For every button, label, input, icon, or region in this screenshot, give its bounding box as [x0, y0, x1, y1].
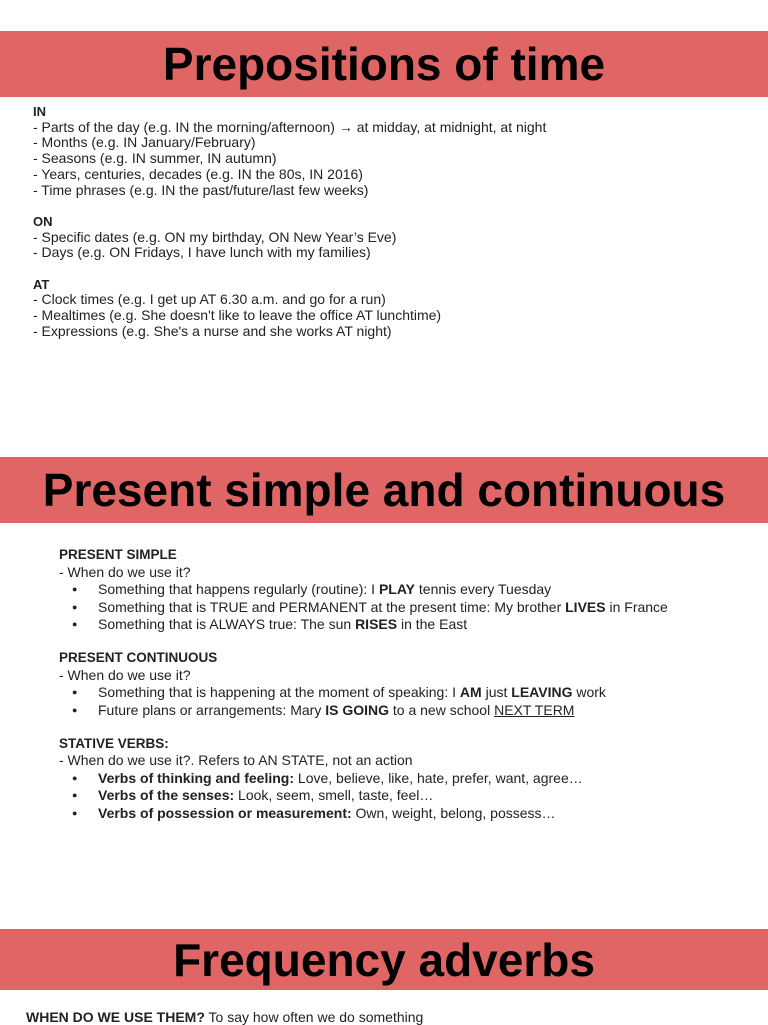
in-item: - Parts of the day (e.g. IN the morning/afternoon) → at midday, at midnight, at night [33, 118, 547, 135]
in-item: - Seasons (e.g. IN summer, IN autumn) [33, 150, 277, 167]
in-item: - Months (e.g. IN January/February) [33, 134, 256, 151]
present-continuous-question: - When do we use it? [59, 666, 191, 683]
present-continuous-list [59, 684, 668, 719]
on-item: - Days (e.g. ON Fridays, I have lunch with my families) [33, 244, 371, 261]
list-item: ● Verbs of thinking and feeling: Love, believe, like, hate, prefer, want, agree… [59, 770, 668, 788]
list-item: ● Verbs of possession or measurement: Own, weight, belong, possess… [59, 805, 668, 823]
stative-verbs-question: - When do we use it?. Refers to AN STATE, not an action [59, 752, 413, 769]
list-item: ● Something that happens regularly (routine): I PLAY tennis every Tuesday [59, 581, 668, 599]
at-heading: AT [33, 276, 50, 292]
at-item: - Expressions (e.g. She's a nurse and she works AT night) [33, 322, 392, 339]
present-section [59, 546, 668, 822]
list-item: ● Something that is TRUE and PERMANENT at the present time: My brother LIVES in France [59, 599, 668, 617]
present-simple-heading: PRESENT SIMPLE [59, 547, 177, 562]
list-item: ● Verbs of the senses: Look, seem, smell, taste, feel… [59, 787, 668, 805]
present-simple-question: - When do we use it? [59, 563, 191, 580]
on-heading: ON [33, 213, 53, 229]
stative-verbs-heading: STATIVE VERBS: [59, 735, 169, 751]
present-title: Present simple and continuous [0, 457, 768, 523]
on-item: - Specific dates (e.g. ON my birthday, ON New Year’s Eve) [33, 228, 397, 245]
in-item: - Years, centuries, decades (e.g. IN the 80s, IN 2016) [33, 165, 363, 182]
at-item: - Clock times (e.g. I get up AT 6.30 a.m. and go for a run) [33, 291, 386, 308]
list-item: ● Something that is ALWAYS true: The sun RISES in the East [59, 616, 668, 634]
at-item: - Mealtimes (e.g. She doesn't like to leave the office AT lunchtime) [33, 307, 442, 324]
frequency-when-line: WHEN DO WE USE THEM? To say how often we do something [26, 1009, 424, 1025]
list-item: ● Something that is happening at the moment of speaking: I AM just LEAVING work [59, 684, 668, 702]
list-item: ● Future plans or arrangements: Mary IS GOING to a new school NEXT TERM [59, 702, 668, 720]
prepositions-section [33, 104, 546, 340]
present-continuous-heading: PRESENT CONTINUOUS [59, 650, 218, 666]
in-heading: IN [33, 104, 46, 119]
prepositions-title: Prepositions of time [0, 31, 768, 97]
stative-verbs-list [59, 770, 668, 823]
present-simple-list [59, 581, 668, 634]
in-item: - Time phrases (e.g. IN the past/future/last few weeks) [33, 181, 369, 198]
frequency-title: Frequency adverbs [0, 929, 768, 990]
